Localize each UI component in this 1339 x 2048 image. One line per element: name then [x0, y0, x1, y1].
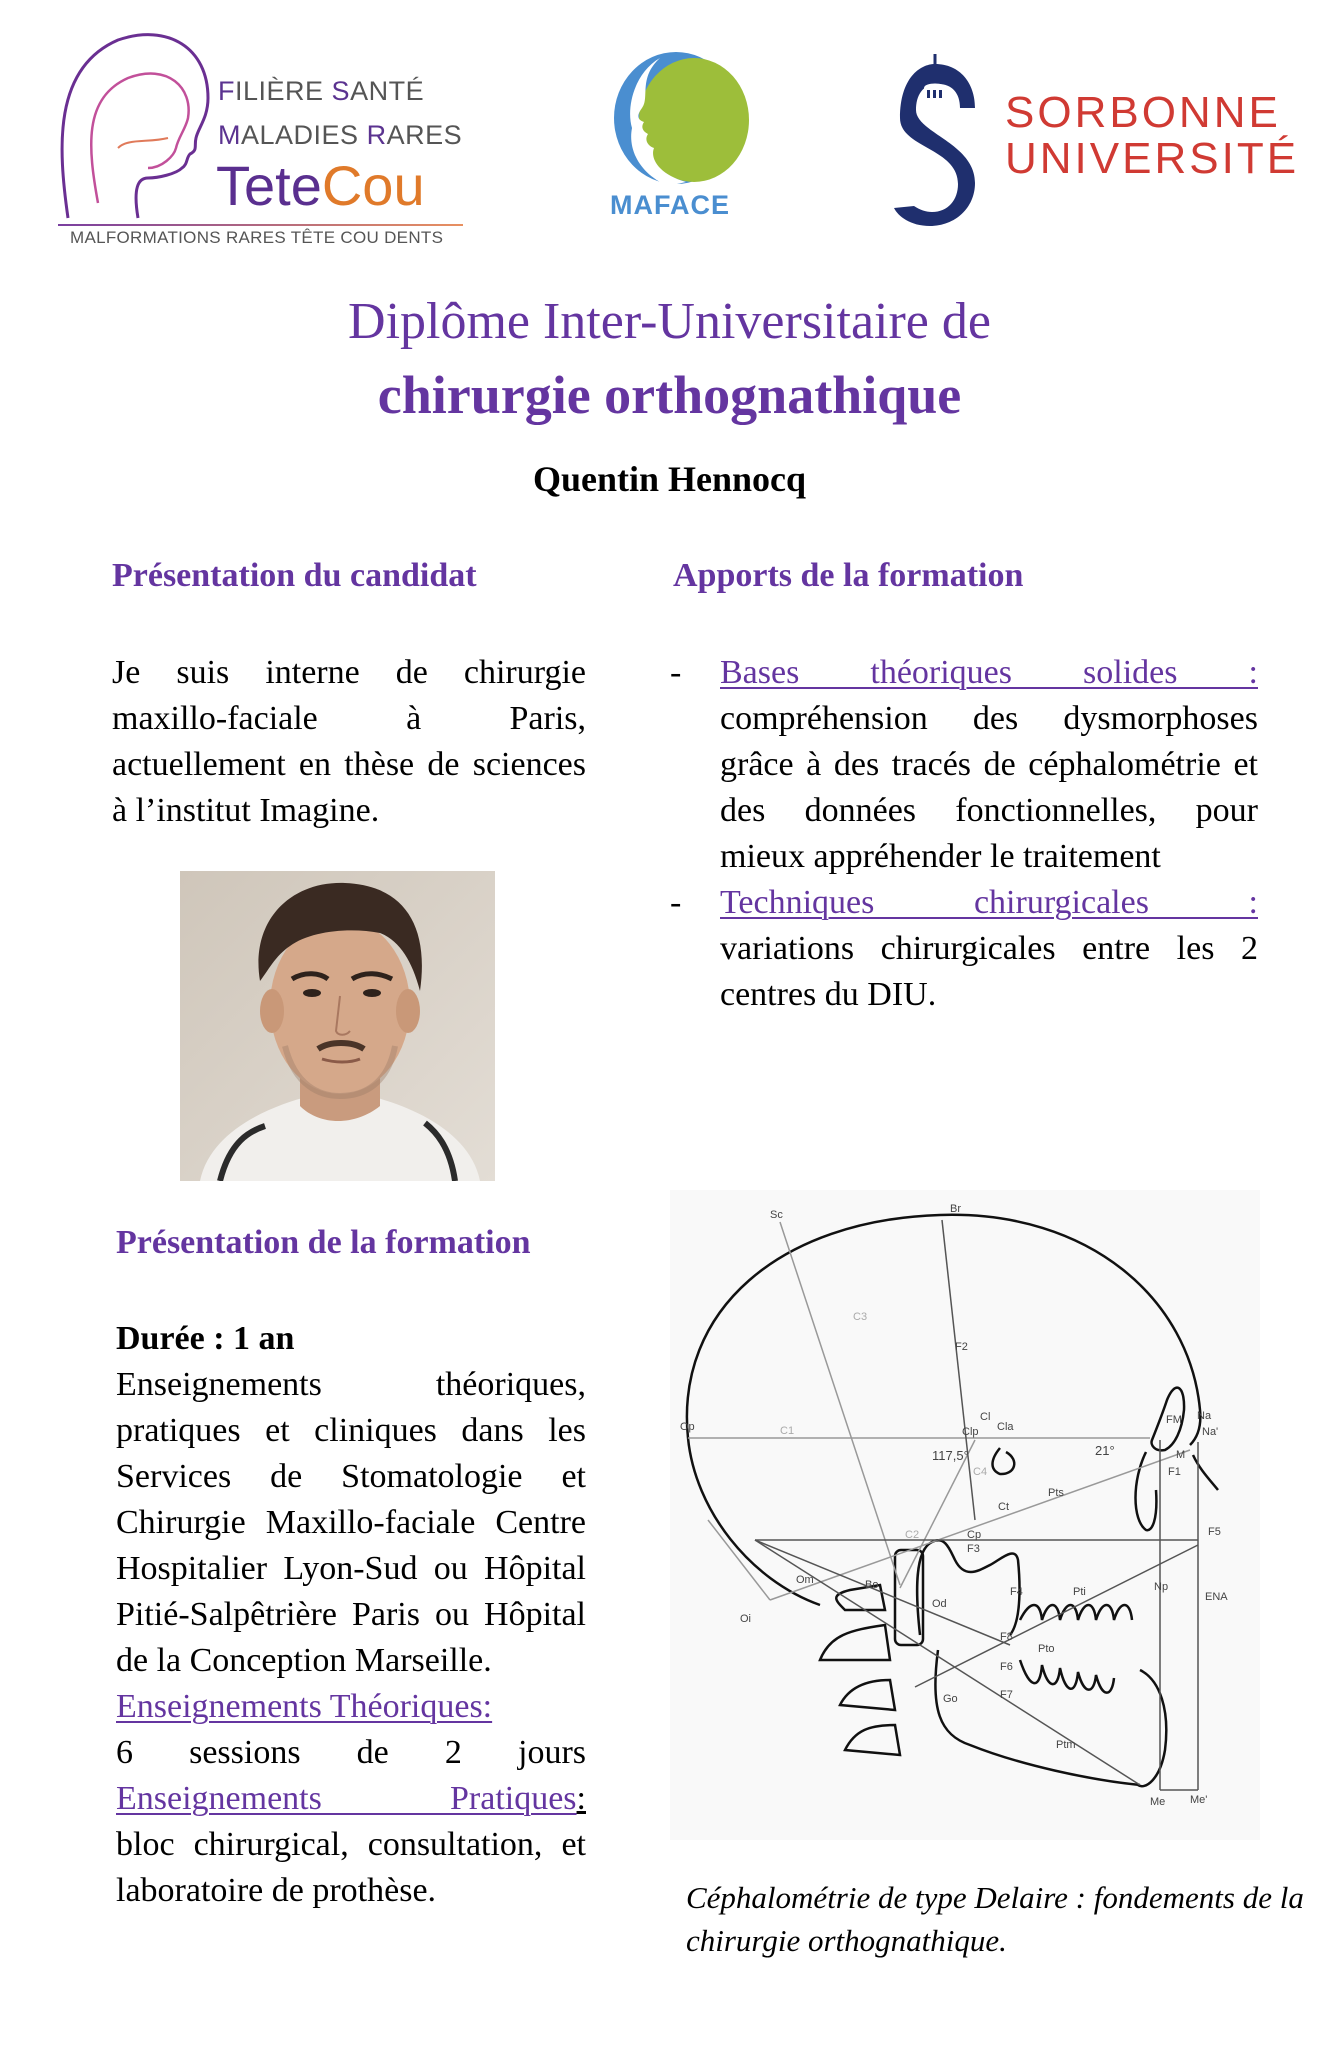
- cephalometry-diagram: [670, 1190, 1260, 1840]
- label-ct: Ct: [998, 1501, 1009, 1513]
- author-name: Quentin Hennocq: [532, 459, 807, 499]
- label-clp: Clp: [962, 1426, 979, 1438]
- label-om: Om: [796, 1574, 814, 1586]
- label-f7: F7: [1000, 1689, 1013, 1701]
- label-oi: Oi: [740, 1613, 751, 1625]
- bullet-dash: -: [670, 884, 682, 921]
- label-pts: Pts: [1048, 1487, 1064, 1499]
- maface-logo: [598, 48, 758, 228]
- maface-label: MAFACE: [610, 190, 730, 220]
- sorbonne-wordmark: [1005, 90, 1299, 182]
- tetecou-subtitle: MALFORMATIONS RARES TÊTE COU DENTS: [70, 228, 444, 247]
- label-sc: Sc: [770, 1209, 783, 1221]
- label-m: M: [1176, 1449, 1186, 1461]
- tetecou-brand: TeteCou: [216, 154, 425, 217]
- label-cl: Cl: [980, 1411, 991, 1423]
- apports-item-label-row: [720, 880, 1258, 926]
- formation-body: [116, 1316, 586, 1914]
- label-f2: F2: [955, 1341, 968, 1353]
- label-c3: C3: [853, 1311, 868, 1323]
- formation-heading: Présentation de la formation: [116, 1224, 531, 1261]
- pratique-text: bloc chirurgical, consultation, et laboratoire de prothèse.: [116, 1826, 586, 1909]
- tetecou-logo: [58, 28, 478, 253]
- apports-item-label[interactable]: Techniques chirurgicales :: [720, 884, 1258, 921]
- label-f3: F3: [967, 1543, 980, 1555]
- label-c4: C4: [973, 1466, 988, 1478]
- label-od: Od: [932, 1598, 947, 1610]
- apports-list: [670, 650, 1258, 1018]
- label-br: Br: [950, 1203, 961, 1215]
- formation-duration: Durée : 1 an: [116, 1320, 295, 1357]
- tetecou-line-1: FILIÈRE SANTÉ: [218, 76, 425, 106]
- theorique-text: 6 sessions de 2 jours: [116, 1734, 586, 1771]
- label-f4: F4: [1010, 1586, 1023, 1598]
- diagram-caption: Céphalométrie de type Delaire : fondements de la chirurgie orthognathique.: [686, 1880, 1304, 1958]
- label-f1: F1: [1168, 1466, 1181, 1478]
- theorique-label-row: [116, 1684, 586, 1730]
- head-profile-icon: [58, 28, 228, 228]
- pratique-label[interactable]: Enseignements Pratiques: [116, 1780, 577, 1817]
- label-ptm: Ptm: [1056, 1739, 1076, 1751]
- label-f6: F6: [1000, 1661, 1013, 1673]
- candidat-text: Je suis interne de chirurgie maxillo-faciale à Paris, actuellement en thèse de sciences à l’institut Imagine.: [112, 654, 586, 829]
- label-angle-117: 117,5°: [932, 1448, 969, 1463]
- label-me-prime: Me': [1190, 1794, 1208, 1806]
- apports-item-text: compréhension des dysmorphoses grâce à des tracés de céphalométrie et des données fonctionnelles, pour mieux appréhender le traitement: [720, 700, 1258, 875]
- sorbonne-s-dome-icon: [880, 48, 990, 228]
- pratique-colon: :: [576, 1780, 586, 1817]
- label-pti: Pti: [1073, 1586, 1086, 1598]
- label-np: Np: [1154, 1581, 1169, 1593]
- label-c1: C1: [780, 1425, 795, 1437]
- label-bo: Bo: [865, 1579, 879, 1591]
- label-go: Go: [943, 1693, 958, 1705]
- tetecou-line-2: MALADIES RARES: [218, 120, 463, 150]
- apports-item-text: variations chirurgicales entre les 2 centres du DIU.: [720, 930, 1258, 1013]
- label-ena: ENA: [1205, 1591, 1228, 1603]
- label-pto: Pto: [1038, 1643, 1055, 1655]
- label-na-prime: Na': [1202, 1426, 1219, 1438]
- label-f5: F5: [1208, 1526, 1221, 1538]
- apports-item: [670, 880, 1258, 1018]
- sorbonne-logo: [880, 48, 1300, 228]
- label-op: Op: [680, 1421, 695, 1433]
- theorique-label[interactable]: Enseignements Théoriques:: [116, 1688, 493, 1725]
- skull-tracing-image: [670, 1190, 1260, 1840]
- face-profile-icon: [598, 48, 758, 188]
- label-c2: C2: [905, 1529, 920, 1541]
- label-na: Na: [1197, 1410, 1212, 1422]
- label-fm: FM: [1166, 1414, 1182, 1426]
- sorbonne-line-1: SORBONNE: [1005, 88, 1281, 137]
- candidate-photo: [180, 871, 495, 1181]
- label-me: Me: [1150, 1796, 1166, 1808]
- sorbonne-line-2: UNIVERSITÉ: [1005, 134, 1300, 183]
- title-line-2: chirurgie orthognathique: [377, 365, 962, 425]
- apports-item-label-row: [720, 650, 1258, 696]
- apports-item: [670, 650, 1258, 880]
- label-f8: F8: [1000, 1631, 1013, 1643]
- formation-description: Enseignements théoriques, pratiques et cliniques dans les Services de Stomatologie et Chirurgie Maxillo-faciale Centre Hospitalier Lyon-Sud ou Hôpital Pitié-Salpêtrière Paris ou Hôpital de la Conception Marseille.: [116, 1366, 586, 1679]
- title-line-1: Diplôme Inter-Universitaire de: [348, 293, 991, 350]
- label-angle-21: 21°: [1095, 1443, 1115, 1458]
- candidat-heading: Présentation du candidat: [112, 557, 477, 594]
- bullet-dash: -: [670, 654, 682, 691]
- apports-heading: Apports de la formation: [673, 557, 1024, 594]
- tetecou-divider: [58, 224, 463, 226]
- label-cla: Cla: [997, 1421, 1014, 1433]
- label-cp: Cp: [967, 1529, 982, 1541]
- apports-item-label[interactable]: Bases théoriques solides :: [720, 654, 1258, 691]
- pratique-label-row: [116, 1776, 586, 1822]
- portrait-image: [180, 871, 495, 1181]
